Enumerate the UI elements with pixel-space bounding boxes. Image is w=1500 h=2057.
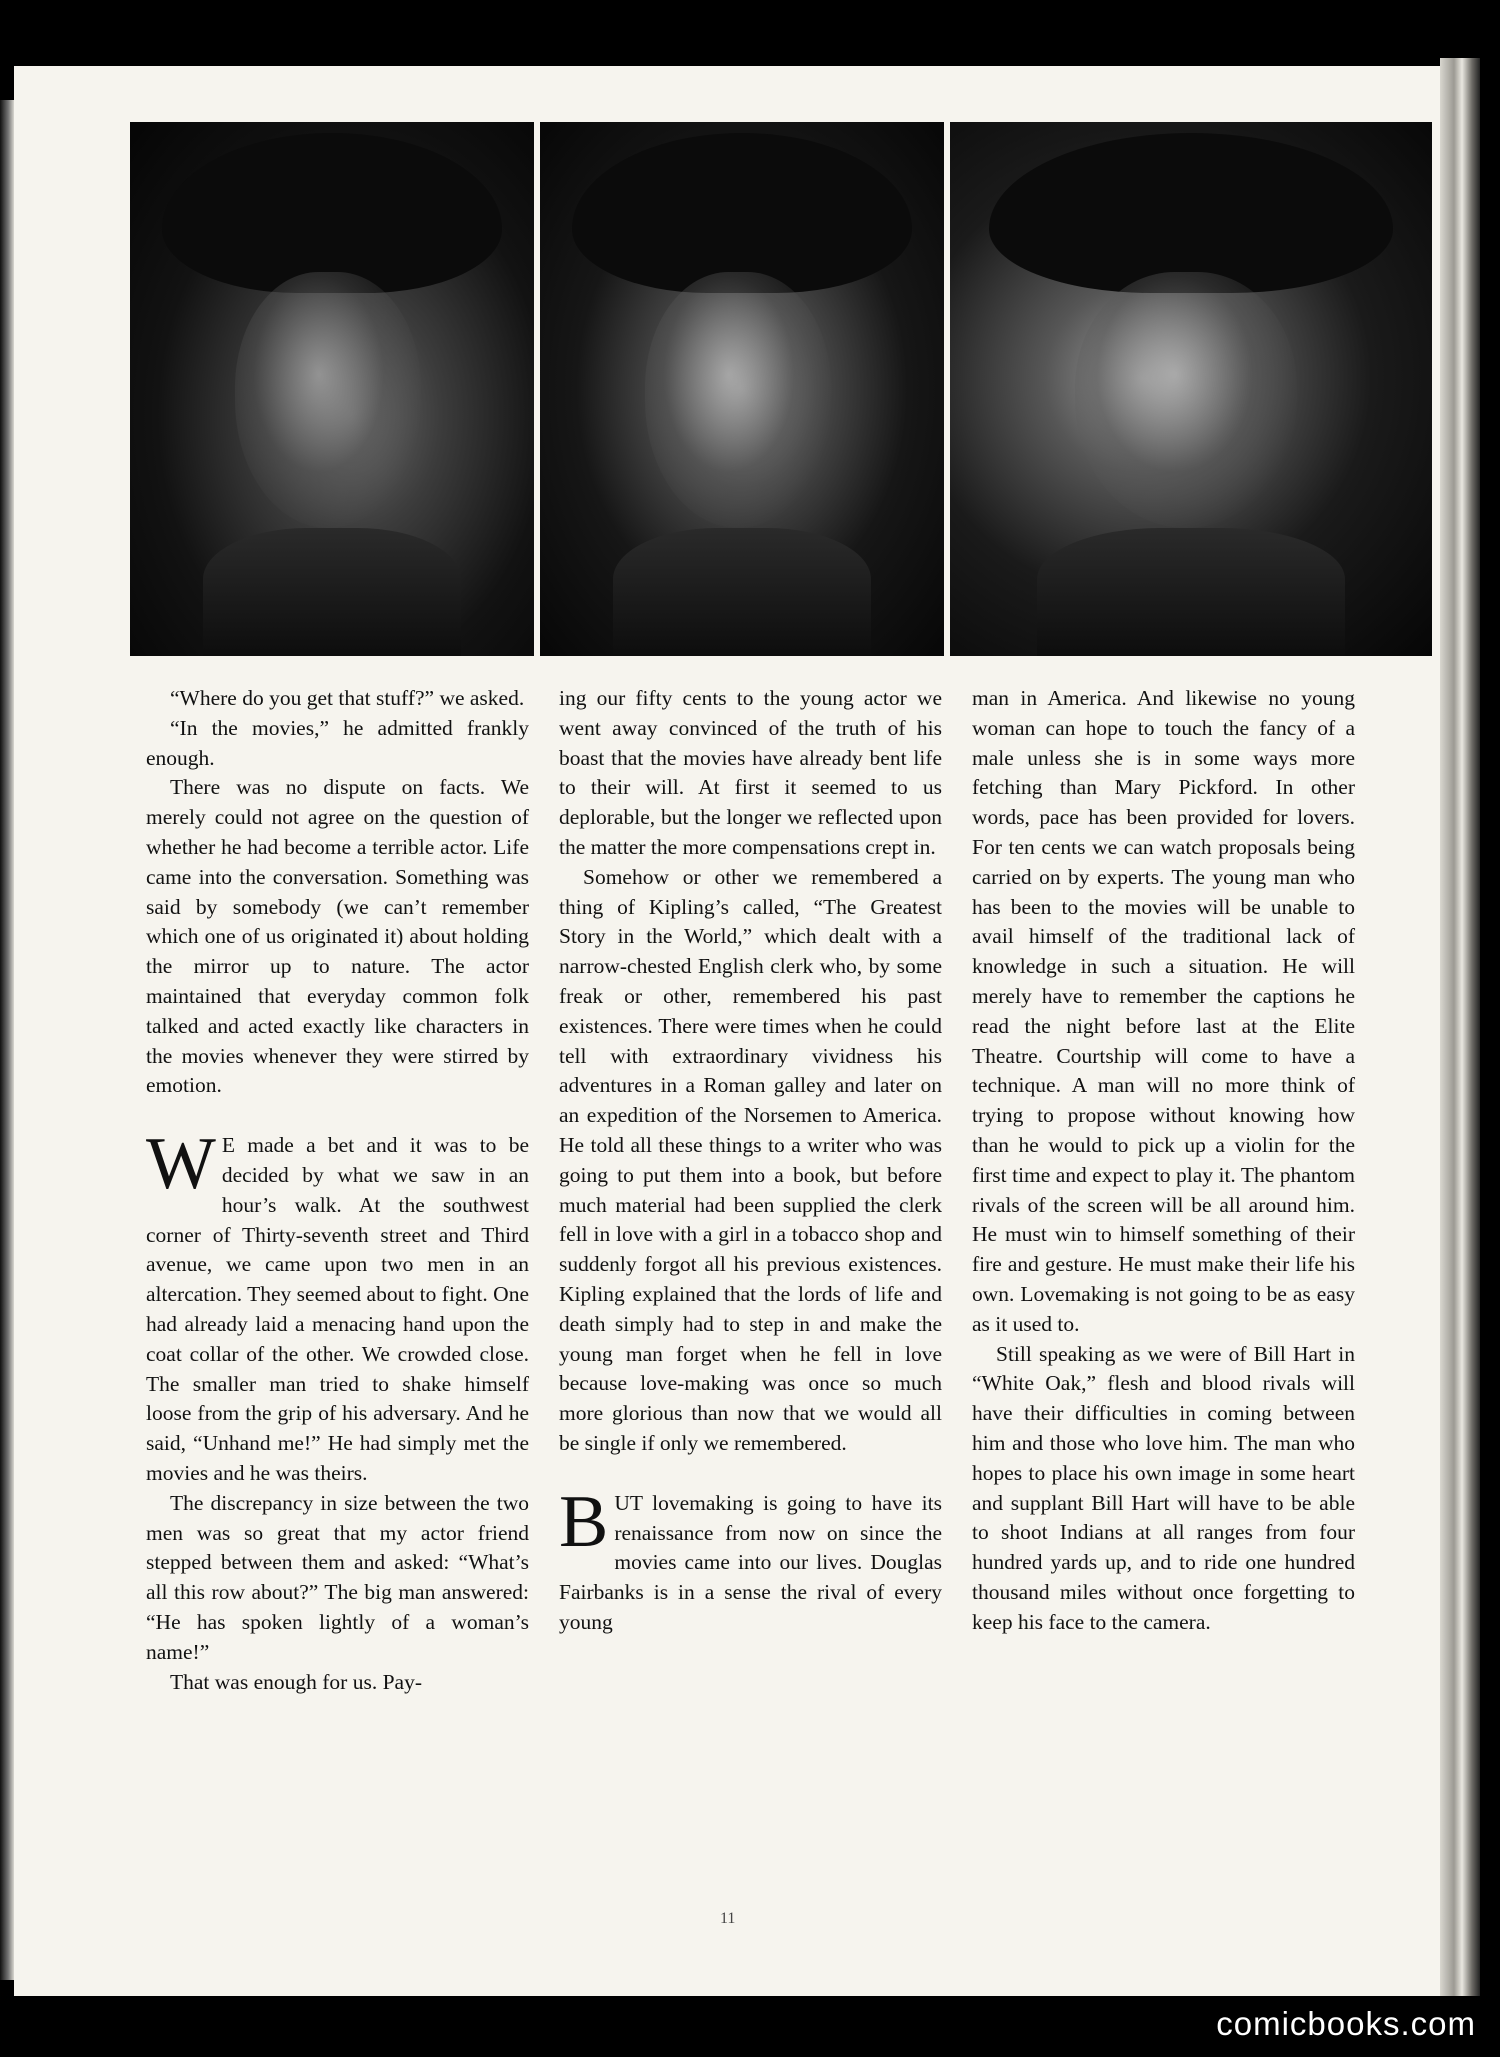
paragraph-text: UT lovemaking is going to have its renaissance from now on since the movies came into our lives. Douglas Fairbanks is in a sense the rival of every young [559, 1490, 942, 1634]
article-body [146, 684, 1356, 1697]
cowboy-hat [572, 133, 911, 293]
left-page-edge [0, 100, 14, 1980]
site-watermark: comicbooks.com [1216, 2005, 1476, 2042]
face [235, 272, 421, 528]
collar [203, 528, 462, 656]
photo-strip [130, 122, 1432, 656]
paragraph: The discrepancy in size between the two men was so great that my actor friend stepped between them and asked: “What’s all this row about?” The big man answered: “He has spoken lightly of a woman’s name!” [146, 1490, 529, 1664]
text-column-3 [972, 684, 1355, 1697]
paragraph-dropcap [559, 1480, 942, 1638]
portrait-photo-left [130, 122, 540, 656]
paragraph: “Where do you get that stuff?” we asked. [170, 686, 525, 710]
drop-cap: W [146, 1123, 216, 1206]
paragraph: Somehow or other we remembered a thing of Kipling’s called, “The Greatest Story in the World,” which dealt with a narrow-chested English clerk who, by some freak or other, remembered his past existences. There were times when he could tell with extraordinary vividness his adventures in a Roman galley and later on an expedition of the Norsemen to America. He told all these things to a writer who was going to put them into a book, but before much material had been supplied the clerk fell in love with a girl in a tobacco shop and suddenly forgot all his previous existences. Kipling explained that the lords of life and death simply had to step in and make the young man forget when he fell in love because love-making was once so much more glorious than now that we would all be single if only we remembered. [559, 864, 942, 1455]
text-column-1 [146, 684, 529, 1697]
portrait-photo-right [950, 122, 1432, 656]
cowboy-hat [162, 133, 501, 293]
page-number: 11 [720, 1910, 736, 1927]
paragraph: man in America. And likewise no young woman can hope to touch the fancy of a male unless she is in some ways more fetching than Mary Pickford. In other words, pace has been provided for lovers. For ten cents we can watch proposals being carried on by experts. The young man who has been to the movies will be unable to avail himself of the traditional lack of knowledge in such a situation. He will merely have to remember the captions he read the night before last at the Elite Theatre. Courtship will come to have a technique. A man will no more think of trying to propose without knowing how than he would to pick up a violin for the first time and expect to play it. The phantom rivals of the screen will be all around him. He must win to himself something of their fire and gesture. He must make their life his own. Lovemaking is not going to be as easy as it used to. [972, 686, 1355, 1336]
face [1075, 272, 1297, 528]
paragraph-text: E made a bet and it was to be decided by what we saw in an hour’s walk. At the southwest corner of Thirty-seventh street and Third avenue, we came upon two men in an altercation. They seemed about to fight. One had already laid a menacing hand upon the coat collar of the other. We crowded close. The smaller man tried to shake himself loose from the grip of his adversary. And he said, “Unhand me!” He had simply met the movies and he was theirs. [146, 1133, 529, 1485]
collar [613, 528, 872, 656]
portrait-photo-center [540, 122, 950, 656]
cowboy-hat [989, 133, 1394, 293]
paragraph: “In the movies,” he admitted frankly enough. [146, 715, 529, 770]
drop-cap: B [559, 1480, 609, 1563]
paragraph: Still speaking as we were of Bill Hart in “White Oak,” flesh and blood rivals will have their difficulties in coming between him and those who love him. The man who hopes to place his own image in some heart and supplant Bill Hart will have to be able to shoot Indians at all ranges from four hundred yards up, and to ride one hundred thousand miles without once forgetting to keep his face to the camera. [972, 1341, 1355, 1634]
paragraph: There was no dispute on facts. We merely could not agree on the question of whether he had become a terrible actor. Life came into the conversation. Something was said by somebody (we can’t remember which one of us originated it) about holding the mirror up to nature. The actor maintained that everyday common folk talked and acted exactly like characters in the movies whenever they were stirred by emotion. [146, 775, 529, 1098]
book-spine-edge [1440, 58, 1480, 1996]
face [645, 272, 831, 528]
paragraph: That was enough for us. Pay- [170, 1669, 422, 1694]
collar [1037, 528, 1345, 656]
paragraph-dropcap [146, 1123, 529, 1489]
paragraph: ing our fifty cents to the young actor we went away convinced of the truth of his boast that the movies have already bent life to their will. At first it seemed to us deplorable, but the longer we reflected upon the matter the more compensations crept in. [559, 686, 942, 859]
text-column-2 [559, 684, 942, 1697]
